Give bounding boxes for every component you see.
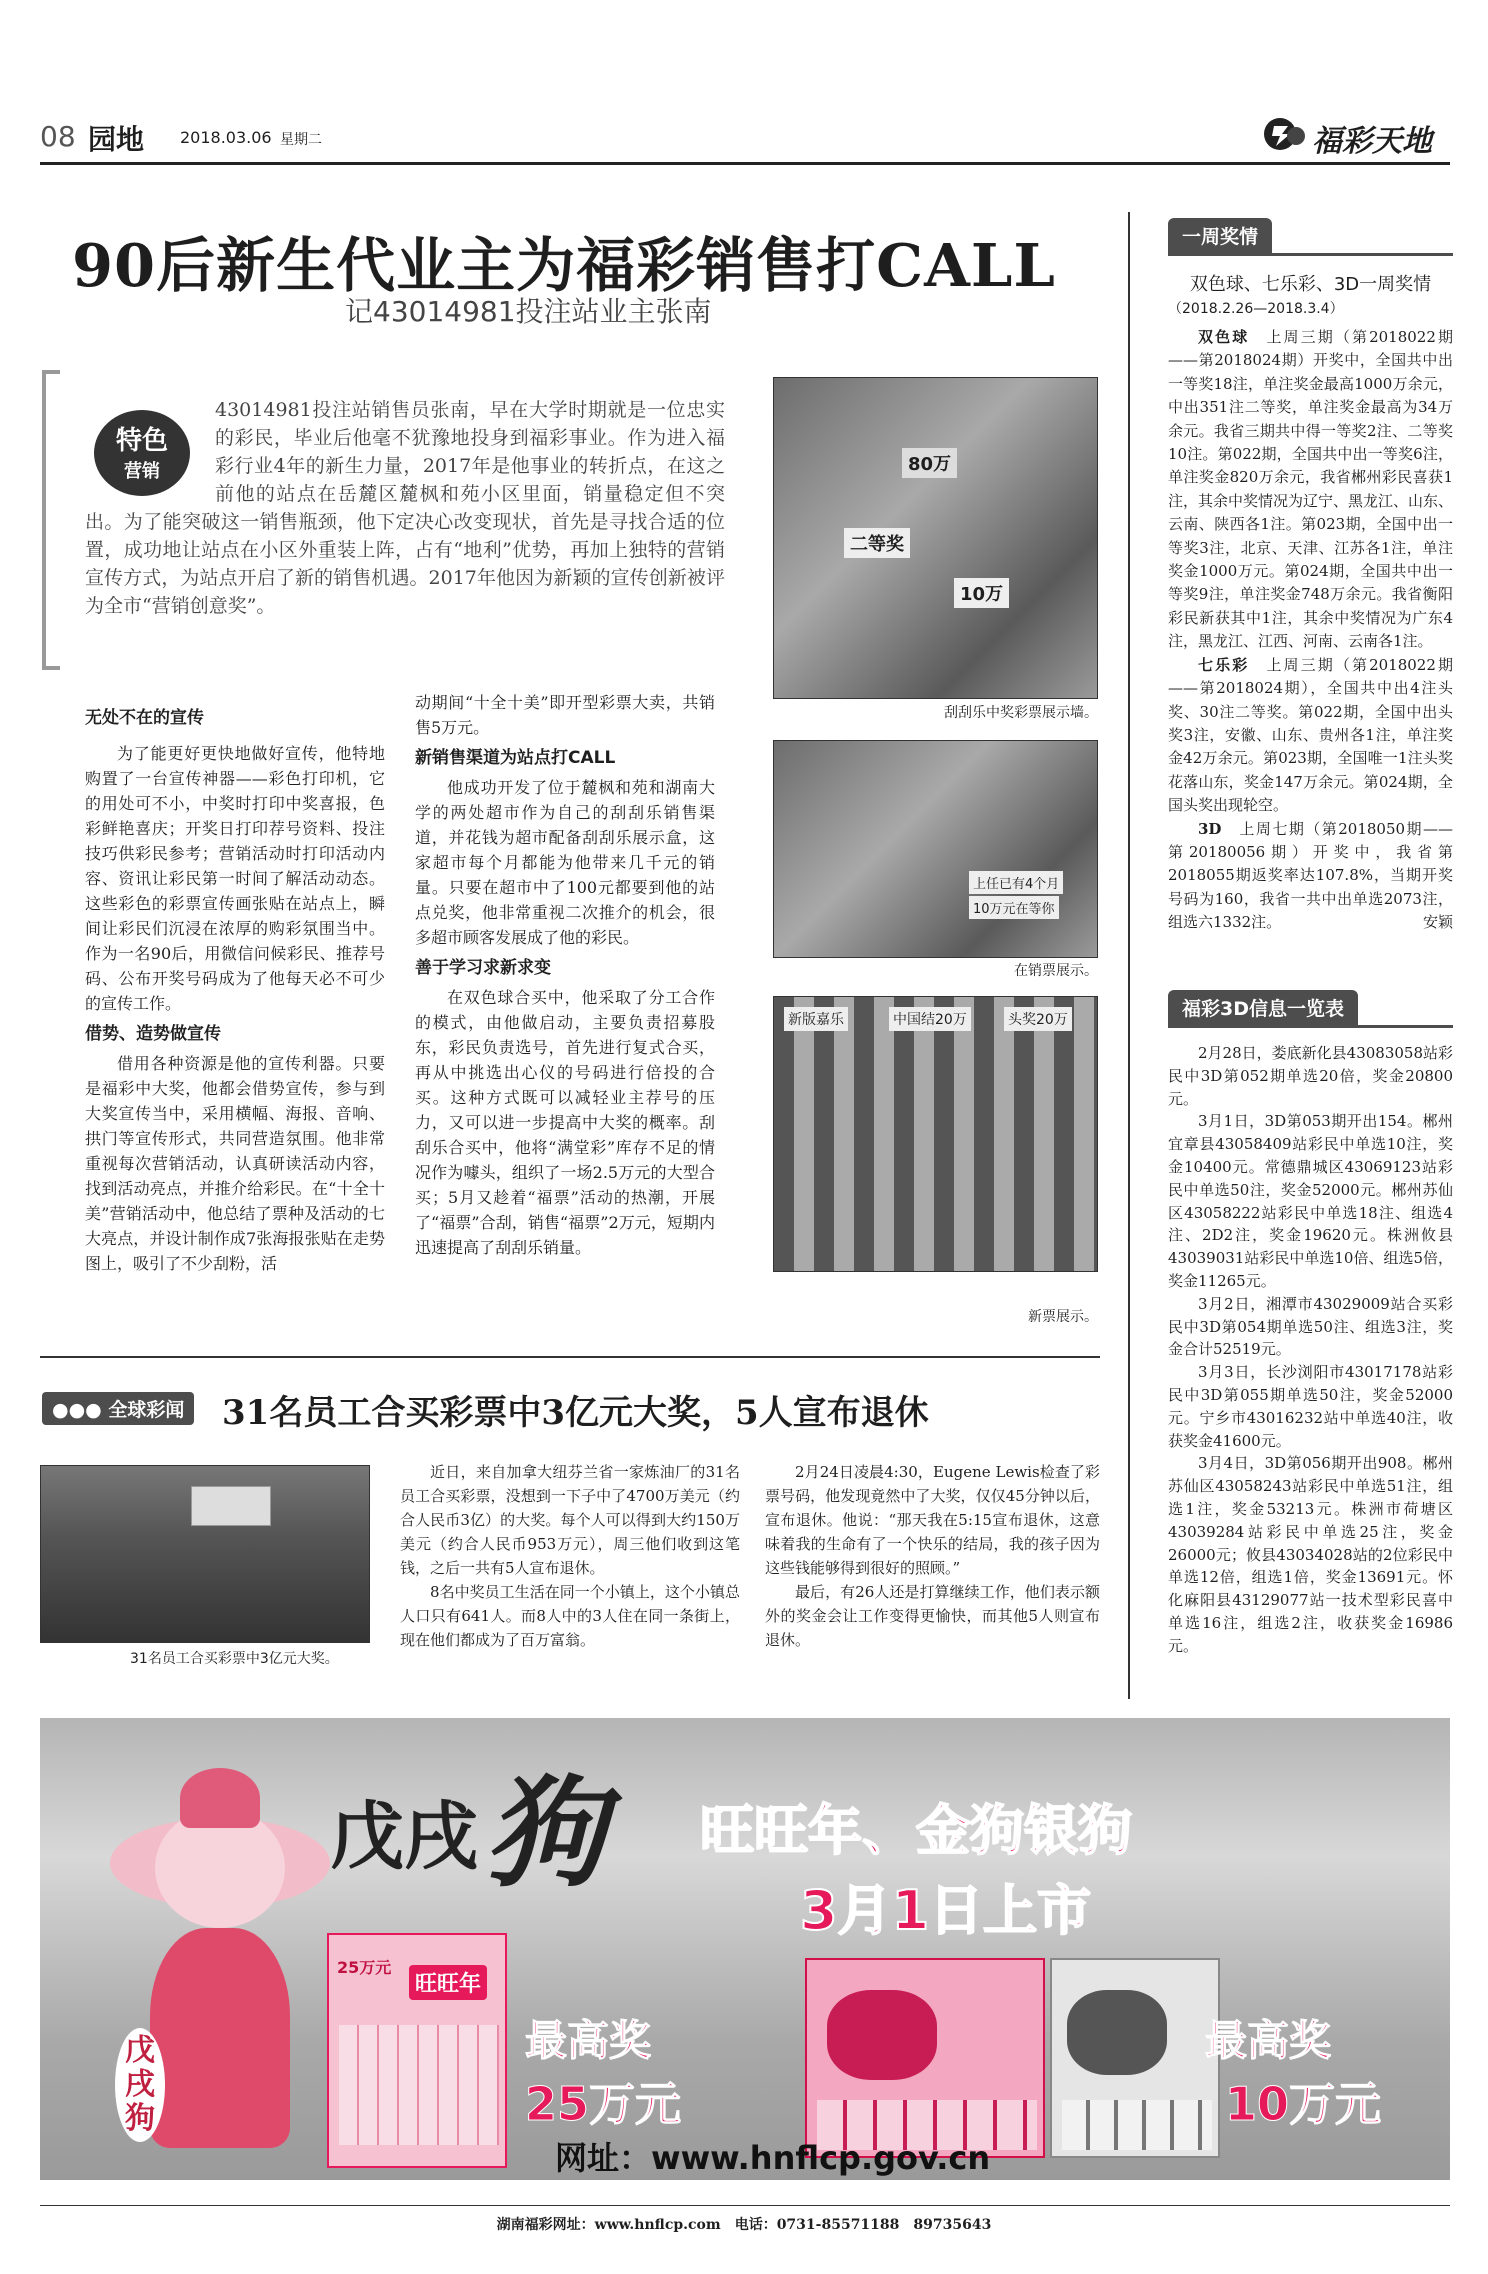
prize2-label: 最高奖	[1205, 2016, 1332, 2065]
info3d-item: 3月1日，3D第053期开出154。郴州宜章县43058409站彩民中单选10注，奖金10400元。常德鼎城区43069123站彩民中单选50注，奖金52000元。郴州苏仙区43058222站彩民中单选18注、组选4注、2D2注，奖金19620元。株洲攸县43039031站彩民中单选10倍、组选5倍，奖金11265元。	[1168, 1112, 1453, 1290]
photo-lottery-wall	[773, 377, 1098, 699]
mascot-body	[150, 1928, 290, 2148]
ticket1-title: 旺旺年	[409, 1965, 487, 2000]
section-name: 园地	[88, 123, 145, 156]
footer-rule	[40, 2205, 1450, 2206]
photo1-label-c: 10万	[954, 578, 1009, 608]
mascot-label: 戊戌狗	[115, 2028, 165, 2142]
global-news-tag	[42, 1392, 194, 1425]
intro-paragraph	[85, 396, 725, 620]
ad-website[interactable]: 网址：www.hnflcp.gov.cn	[555, 2139, 991, 2177]
section-heading-2: 借势、造势做宣传	[85, 1024, 221, 1044]
issue-date: 2018.03.06	[180, 128, 272, 147]
ticket-wangwangnian	[327, 1933, 507, 2168]
ticket3-dog	[1067, 1990, 1167, 2075]
section-heading-3: 新销售渠道为站点打CALL	[415, 748, 616, 768]
article2-paragraph-2: 8名中奖员工生活在同一个小镇上，这个小镇总人口只有641人。而8人中的3人住在同一条街上，现在他们都成为了百万富翁。	[400, 1583, 740, 1649]
mascot-hat	[180, 1768, 260, 1828]
article2-paragraph-1: 近日，来自加拿大纽芬兰省一家炼油厂的31名员工合买彩票，没想到一下子中了4700万美元（约合人民币3亿）的大奖。每个人可以得到大约150万美元（约合人民币953万元），周三他们收到这笔钱，之后一共有5人宣布退休。	[400, 1463, 740, 1577]
info3d-body	[1168, 1042, 1453, 1658]
article2-rule	[40, 1356, 1100, 1358]
prize2-value: 10万元	[1225, 2077, 1382, 2131]
article2-col1	[400, 1460, 740, 1652]
3d-text: 上周七期（第2018050期——第20180056期）开奖中，我省第2018055期返奖率达107.8%，当期开奖号码为160，我省一共中出单选2073注，组选六1332注。	[1168, 819, 1453, 932]
photo-winners	[40, 1465, 370, 1643]
ticket-gold-dog	[805, 1958, 1045, 2158]
section-heading-4: 善于学习求新求变	[415, 958, 551, 978]
intro-bracket	[42, 370, 60, 670]
ad-launch-date: 3月1日上市	[800, 1879, 1092, 1942]
photo-new-tickets	[773, 996, 1098, 1272]
article2-paragraph-4: 最后，有26人还是打算继续工作，他们表示额外的奖金会让工作变得更愉快，而其他5人则宣布退休。	[765, 1583, 1100, 1649]
photo1-caption: 刮刮乐中奖彩票展示墙。	[944, 705, 1098, 721]
info3d-item: 3月2日，湘潭市43029009站合买彩民中3D第054期单选50注、组选3注，奖金合计52519元。	[1168, 1294, 1453, 1359]
global-news-tag-label: 全球彩闻	[108, 1399, 185, 1421]
article1-col2	[415, 690, 715, 1260]
prize1-label: 最高奖	[525, 2016, 652, 2065]
photo-sales-display	[773, 740, 1098, 958]
article2-paragraph-3: 2月24日凌晨4:30，Eugene Lewis检查了彩票号码，他发现竟然中了大奖，仅仅45分钟以后，宣布退休。他说：“那天我在5:15宣布退休，这意味着我的生命有了一个快乐的结局，我的孩子因为这些钱能够得到很好的照顾。”	[765, 1463, 1100, 1577]
photo2-label-a: 上任已有4个月	[969, 871, 1063, 894]
prize1-value: 25万元	[525, 2077, 682, 2131]
flame-logo-icon	[1260, 114, 1310, 154]
ad-banner	[40, 1718, 1450, 2180]
info3d-item: 3月3日，长沙浏阳市43017178站彩民中3D第055期单选50注，奖金52000元。宁乡市43016232站中单选40注，收获奖金41600元。	[1168, 1363, 1453, 1450]
photo3-label-a: 新版嘉乐	[784, 1007, 848, 1031]
badge-line-1: 特色	[115, 426, 168, 456]
paragraph-1: 为了能更好更快地做好宣传，他特地购置了一台宣传神器——彩色打印机，它的用处可不小，中奖时打印中奖喜报，色彩鲜艳喜庆；开奖日打印荐号资料、投注技巧供彩民参考；营销活动时打印活动内容、资讯让彩民第一时间了解活动动态。这些彩色的彩票宣传画张贴在站点上，瞬间让彩民们沉浸在浓厚的购彩氛围当中。作为一名90后，用微信问候彩民、推荐号码、公布开奖号码成为了他每天必不可少的宣传工作。	[85, 744, 385, 1013]
dog-mascot	[110, 1748, 330, 2178]
article1-col1	[85, 700, 385, 1276]
badge-line-2: 营销	[124, 461, 160, 482]
qlc-label: 七乐彩	[1198, 655, 1250, 674]
weekly-range: （2018.2.26—2018.3.4）	[1168, 301, 1344, 317]
ticket3-grid	[1062, 2100, 1212, 2150]
ticket1-grid	[339, 2025, 499, 2145]
weekly-tag: 一周奖情	[1168, 218, 1272, 253]
ad-big-dog: 狗	[485, 1763, 605, 1904]
badge-spacer	[85, 396, 215, 496]
paragraph-3: 他成功开发了位于麓枫和苑和湖南大学的两处超市作为自己的刮刮乐销售渠道，并花钱为超市配备刮刮乐展示盒，这家超市每个月都能为他带来几千元的销量。只要在超市中了100元都要到他的站点兑奖，他非常重视二次推介的机会，很多超市顾客发展成了他的彩民。	[415, 778, 715, 947]
3d-label: 3D	[1198, 819, 1222, 838]
paragraph-2-continued: 动期间“十全十美”即开型彩票大卖，共销售5万元。	[415, 693, 715, 737]
header-rule	[40, 162, 1450, 165]
photo3-label-b: 中国结20万	[889, 1007, 971, 1031]
weekly-title: 双色球、七乐彩、3D一周奖情	[1189, 274, 1432, 295]
article2-col2	[765, 1460, 1100, 1652]
info3d-tag: 福彩3D信息一览表	[1168, 990, 1358, 1025]
page-number: 08	[40, 120, 76, 153]
brand-logo	[1260, 112, 1450, 159]
photo1-label-a: 80万	[902, 448, 957, 478]
paragraph-4: 在双色球合买中，他采取了分工合作的模式，由他做启动，主要负责招募股东，彩民负责选号，首先进行复式合买，再从中挑选出心仪的号码进行倍投的合买。这种方式既可以减轻业主荐号的压力，又可以进一步提高中大奖的概率。刮刮乐合买中，他将“满堂彩”库存不足的情况作为噱头，组织了一场2.5万元的大型合买；5月又趁着“福票”活动的热潮，开展了“福票”合刮，销售“福票”2万元，短期内迅速提高了刮刮乐销量。	[415, 988, 715, 1257]
article2-title: 31名员工合买彩票中3亿元大奖，5人宣布退休	[222, 1393, 929, 1433]
info3d-item: 2月28日，娄底新化县43083058站彩民中3D第052期单选20倍，奖金20800元。	[1168, 1044, 1453, 1108]
photo2-label-b: 10万元在等你	[969, 896, 1059, 919]
photo3-label-c: 头奖20万	[1004, 1007, 1072, 1031]
column-divider	[1128, 212, 1130, 1699]
ticket1-amount: 25万元	[337, 1958, 392, 1977]
qlc-text: 上周三期（第2018022期——第2018024期），全国共中出4注头奖、30注二等奖。第022期，全国中出头奖3注，安徽、山东、贵州各1注，单注奖金42万余元。第023期，全国唯一1注头奖花落山东，奖金147万余元。第024期，全国头奖出现轮空。	[1168, 655, 1453, 815]
info3d-item: 3月4日，3D第056期开出908。郴州苏仙区43058243站彩民中单选51注，组选1注，奖金53213元。株洲市荷塘区43039284站彩民中单选25注，奖金26000元；攸县43034028站的2位彩民中单选12倍，组选1倍，奖金13691元。怀化麻阳县43129077站一技术型彩民喜中单选16注，组选2注，收获奖金16986元。	[1168, 1454, 1453, 1655]
photo-winners-check	[191, 1486, 271, 1526]
ad-headline: 旺旺年、金狗银狗	[700, 1799, 1132, 1862]
ssq-text: 上周三期（第2018022期——第2018024期）开奖中，全国共中出一等奖18注，单注奖金最高1000万余元，中出351注二等奖，单注奖金最高为34万余元。我省三期共中得一等奖2注、二等奖10注。第022期，全国共中出一等奖6注，单注奖金820万余元，我省郴州彩民喜获1注，其余中奖情况为辽宁、黑龙江、山东、云南、陕西各1注。第023期，全国中出一等奖3注，北京、天津、江苏各1注，单注奖金1000万元。第024期，全国共中出一等奖9注，单注奖金748万余元。我省衡阳彩民新获其中1注，其余中奖情况为广东4注，黑龙江、江西、河南、云南各1注。	[1168, 328, 1454, 651]
section-heading-1: 无处不在的宣传	[85, 708, 204, 728]
paragraph-2: 借用各种资源是他的宣传利器。只要是福彩中大奖，他都会借势宣传，参与到大奖宣传当中，采用横幅、海报、音响、拱门等宣传形式，共同营造氛围。他非常重视每次营销活动，认真研读活动内容，找到活动亮点，并推介给彩民。在“十全十美”营销活动中，他总结了票种及活动的七大亮点，并设计制作成7张海报张贴在走势图上，吸引了不少刮粉，活	[85, 1054, 385, 1273]
ad-big-year: 戊戌	[330, 1794, 478, 1880]
people-icon: ●●●	[52, 1399, 102, 1421]
logo-text: 福彩天地	[1312, 124, 1432, 159]
issue-weekday: 星期二	[280, 132, 322, 148]
info3d-tag-rule	[1168, 1025, 1453, 1028]
photo3-caption: 新票展示。	[1028, 1309, 1098, 1325]
article2-caption: 31名员工合买彩票中3亿元大奖。	[130, 1651, 339, 1667]
footer-text: 湖南福彩网址：www.hnflcp.com 电话：0731-85571188 89735643	[496, 2217, 992, 2233]
photo1-label-b: 二等奖	[844, 528, 910, 558]
ssq-label: 双色球	[1198, 328, 1250, 346]
photo2-caption: 在销票展示。	[1014, 963, 1098, 979]
weekly-tag-rule	[1168, 253, 1453, 256]
page-header	[40, 120, 1450, 158]
weekly-sidebar	[1168, 218, 1453, 935]
intro-text: 43014981投注站销售员张南，早在大学时期就是一位忠实的彩民，毕业后他毫不犹豫地投身到福彩事业。作为进入福彩行业4年的新生力量，2017年是他事业的转折点，在这之前他的站点在岳麓区麓枫和苑小区里面，销量稳定但不突出。为了能突破这一销售瓶颈，他下定决心改变现状，首先是寻找合适的位置，成功地让站点在小区外重装上阵，占有“地利”优势，再加上独特的营销宣传方式，为站点开启了新的销售机遇。2017年他因为新颖的宣传创新被评为全市“营销创意奖”。	[85, 399, 725, 617]
subheadline: 记43014981投注站业主张南	[345, 295, 712, 328]
ticket2-dog	[827, 1990, 937, 2080]
weekly-author: 安颖	[1422, 913, 1453, 932]
headline: 90后新生代业主为福彩销售打CALL	[72, 231, 1056, 300]
ticket-silver-dog	[1050, 1958, 1220, 2158]
weekly-body	[1168, 326, 1453, 935]
info3d-sidebar	[1168, 990, 1453, 1658]
